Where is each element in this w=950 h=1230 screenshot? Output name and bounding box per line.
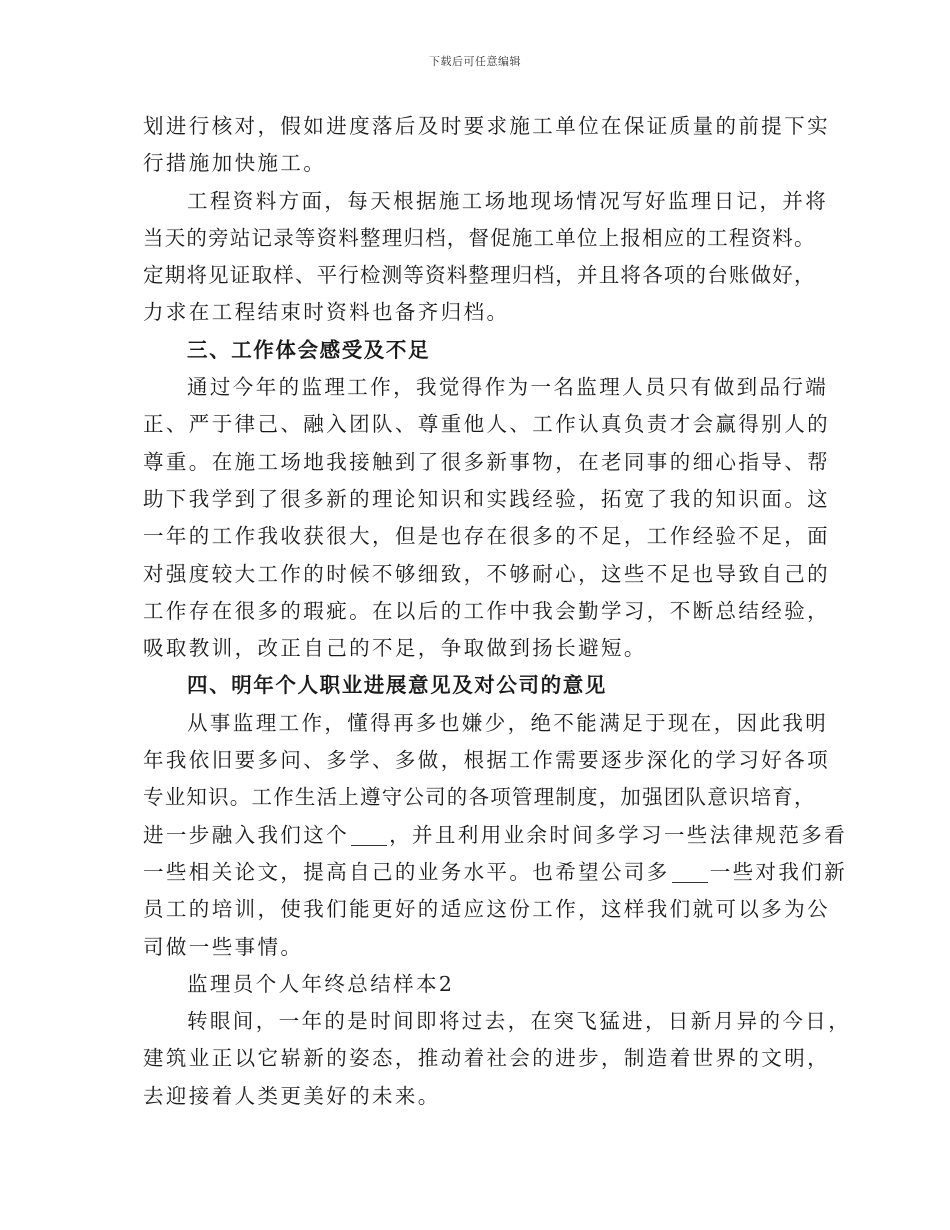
text-line: 员工的培训，使我们能更好的适应这份工作，这样我们就可以多为公 <box>143 897 830 922</box>
text-line: 专业知识。工作生活上遵守公司的各项管理制度，加强团队意识培育， <box>143 785 816 810</box>
section-heading: 三、工作体会感受及不足 <box>187 337 431 362</box>
fill-in-blank <box>672 881 708 883</box>
text-line <box>143 854 848 891</box>
text-line: 力求在工程结束时资料也备齐归档。 <box>143 300 510 325</box>
text-segment: 一些相关论文，提高自己的业务水平。也希望公司多 <box>143 859 670 884</box>
text-line: 建筑业正以它崭新的姿态，推动着社会的进步，制造着世界的文明， <box>143 1046 830 1071</box>
text-line: 当天的旁站记录等资料整理归档，督促施工单位上报相应的工程资料。 <box>143 225 816 250</box>
text-line: 从事监理工作，懂得再多也嫌少，绝不能满足于现在，因此我明 <box>187 710 829 735</box>
text-segment: 一些对我们新 <box>709 859 848 884</box>
text-segment: 进一步融入我们这个 <box>143 822 350 847</box>
text-segment: ，并且利用业余时间多学习一些法律规范多看 <box>389 822 848 847</box>
text-line: 对强度较大工作的时候不够细致，不够耐心，这些不足也导致自己的 <box>143 561 830 586</box>
text-line: 监理员个人年终总结样本2 <box>187 971 455 996</box>
text-line: 划进行核对，假如进度落后及时要求施工单位在保证质量的前提下实 <box>143 114 830 138</box>
text-line: 定期将见证取样、平行检测等资料整理归档，并且将各项的台账做好， <box>143 263 816 288</box>
document-body <box>143 108 852 1115</box>
text-line: 吸取教训，改正自己的不足，争取做到扬长避短。 <box>143 636 647 661</box>
text-line <box>143 817 848 854</box>
text-line: 一年的工作我收获很大，但是也存在很多的不足，工作经验不足，面 <box>143 524 830 549</box>
text-line: 尊重。在施工场地我接触到了很多新事物，在老同事的细心指导、帮 <box>143 449 830 474</box>
text-line: 司做一些事情。 <box>143 934 304 959</box>
text-line: 工作存在很多的瑕疵。在以后的工作中我会勤学习，不断总结经验， <box>143 598 830 623</box>
text-line: 正、严于律己、融入团队、尊重他人、工作认真负责才会赢得别人的 <box>143 412 830 437</box>
text-line: 助下我学到了很多新的理论知识和实践经验，拓宽了我的知识面。这 <box>143 486 830 511</box>
text-line: 行措施加快施工。 <box>143 151 327 176</box>
text-line: 转眼间，一年的是时间即将过去，在突飞猛进，日新月异的今日， <box>187 1009 852 1034</box>
text-line: 通过今年的监理工作，我觉得作为一名监理人员只有做到品行端 <box>187 375 829 400</box>
section-heading: 四、明年个人职业进展意见及对公司的意见 <box>187 673 607 698</box>
text-line: 工程资料方面，每天根据施工场地现场情况写好监理日记，并将 <box>187 188 829 213</box>
text-line: 去迎接着人类更美好的未来。 <box>143 1083 441 1108</box>
page-header: 下载后可任意编辑 <box>429 55 521 68</box>
fill-in-blank <box>351 844 387 846</box>
text-line: 年我依旧要多问、多学、多做，根据工作需要逐步深化的学习好各项 <box>143 748 830 773</box>
